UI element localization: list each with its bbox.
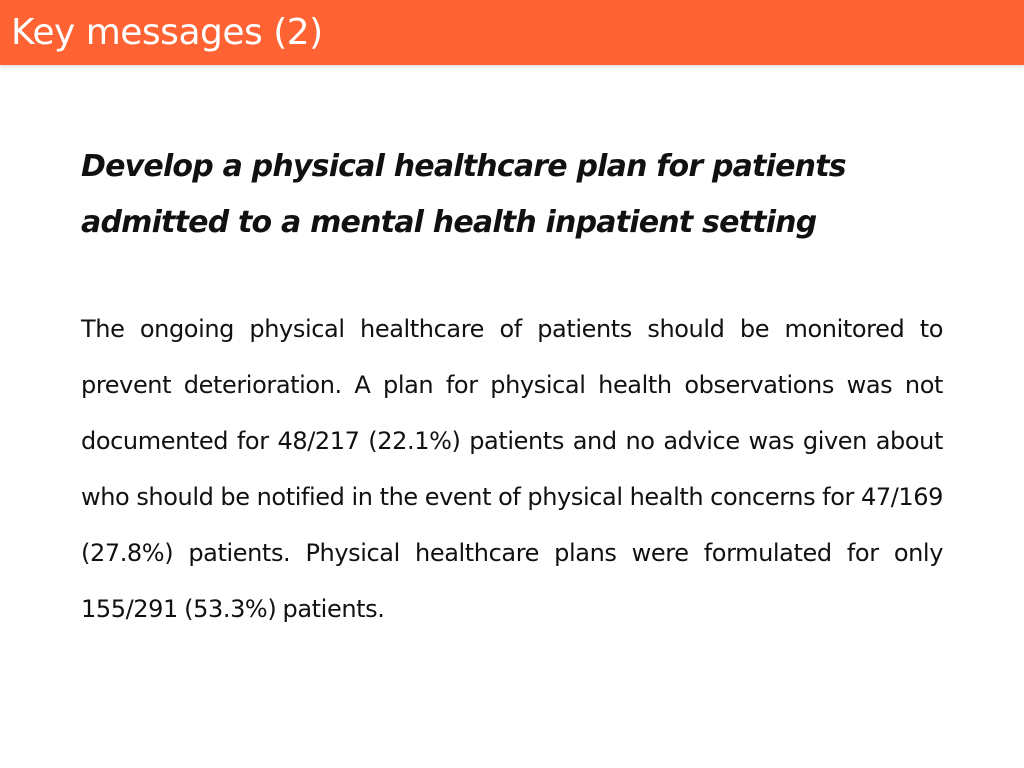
slide-title: Key messages (2) [11, 12, 323, 53]
key-message-heading: Develop a physical healthcare plan for patients admitted to a mental health inpatient setting [81, 149, 846, 240]
title-bar [0, 0, 1024, 65]
key-message-body: The ongoing physical healthcare of patients should be monitored to prevent deterioration. A plan for physical health observations was not documented for 48/217 (22.1%) patients and no advice was given about who should be notified in the event of physical health concerns for 47/169 (27.8%) patients. Physical healthcare plans were formulated for only 155/291 (53.3%) patients. [81, 315, 943, 623]
